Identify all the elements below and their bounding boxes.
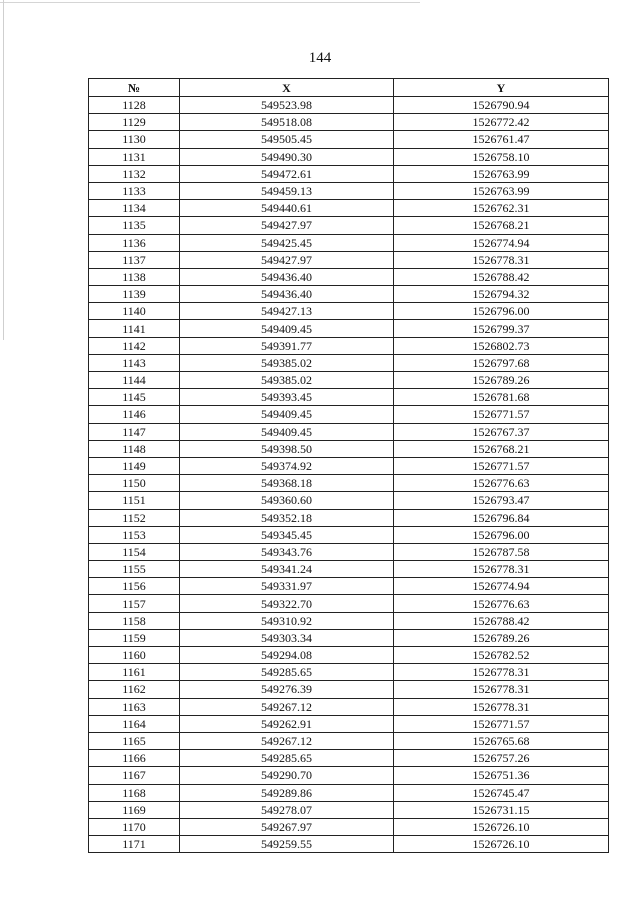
table-row [89,836,609,853]
point-number-cell: 1147 [89,423,180,440]
x-coordinate-cell: 549391.77 [180,337,394,354]
table-row [89,320,609,337]
point-number-cell: 1150 [89,475,180,492]
x-coordinate-cell: 549505.45 [180,131,394,148]
x-coordinate-cell: 549440.61 [180,200,394,217]
y-coordinate-cell: 1526758.10 [394,148,609,165]
x-coordinate-cell: 549385.02 [180,354,394,371]
point-number-cell: 1156 [89,578,180,595]
x-coordinate-cell: 549310.92 [180,612,394,629]
y-coordinate-cell: 1526778.31 [394,681,609,698]
table-row [89,612,609,629]
point-number-cell: 1151 [89,492,180,509]
table-row [89,268,609,285]
y-coordinate-cell: 1526778.31 [394,561,609,578]
x-coordinate-cell: 549398.50 [180,440,394,457]
y-coordinate-cell: 1526757.26 [394,750,609,767]
x-coordinate-cell: 549409.45 [180,406,394,423]
x-coordinate-cell: 549352.18 [180,509,394,526]
y-coordinate-cell: 1526763.99 [394,165,609,182]
y-coordinate-cell: 1526797.68 [394,354,609,371]
point-number-cell: 1167 [89,767,180,784]
y-coordinate-cell: 1526788.42 [394,612,609,629]
y-coordinate-cell: 1526763.99 [394,182,609,199]
page-number: 144 [308,50,332,66]
point-number-cell: 1158 [89,612,180,629]
x-coordinate-cell: 549436.40 [180,286,394,303]
y-coordinate-cell: 1526789.26 [394,372,609,389]
point-number-cell: 1164 [89,715,180,732]
point-number-cell: 1153 [89,526,180,543]
x-coordinate-cell: 549393.45 [180,389,394,406]
y-coordinate-cell: 1526793.47 [394,492,609,509]
y-coordinate-cell: 1526796.00 [394,303,609,320]
y-coordinate-cell: 1526787.58 [394,543,609,560]
table-row [89,251,609,268]
y-coordinate-cell: 1526768.21 [394,440,609,457]
x-coordinate-cell: 549409.45 [180,320,394,337]
x-coordinate-cell: 549331.97 [180,578,394,595]
x-coordinate-cell: 549341.24 [180,561,394,578]
y-coordinate-cell: 1526726.10 [394,836,609,853]
point-number-cell: 1144 [89,372,180,389]
table-row [89,526,609,543]
point-number-cell: 1128 [89,97,180,114]
table-row [89,595,609,612]
point-number-cell: 1136 [89,234,180,251]
x-coordinate-cell: 549303.34 [180,629,394,646]
table-row [89,423,609,440]
header-x: X [180,79,394,97]
x-coordinate-cell: 549294.08 [180,647,394,664]
x-coordinate-cell: 549385.02 [180,372,394,389]
x-coordinate-cell: 549289.86 [180,784,394,801]
x-coordinate-cell: 549425.45 [180,234,394,251]
x-coordinate-cell: 549262.91 [180,715,394,732]
table-row [89,97,609,114]
x-coordinate-cell: 549427.97 [180,217,394,234]
table-row [89,234,609,251]
table-row [89,767,609,784]
y-coordinate-cell: 1526771.57 [394,715,609,732]
y-coordinate-cell: 1526751.36 [394,767,609,784]
y-coordinate-cell: 1526788.42 [394,268,609,285]
point-number-cell: 1155 [89,561,180,578]
table-row [89,543,609,560]
x-coordinate-cell: 549427.97 [180,251,394,268]
point-number-cell: 1162 [89,681,180,698]
table-row [89,681,609,698]
point-number-cell: 1154 [89,543,180,560]
table-row [89,131,609,148]
x-coordinate-cell: 549459.13 [180,182,394,199]
table-row [89,784,609,801]
table-row [89,389,609,406]
y-coordinate-cell: 1526745.47 [394,784,609,801]
x-coordinate-cell: 549285.65 [180,750,394,767]
x-coordinate-cell: 549278.07 [180,801,394,818]
table-row [89,457,609,474]
table-row [89,732,609,749]
x-coordinate-cell: 549322.70 [180,595,394,612]
table-body [89,97,609,853]
point-number-cell: 1145 [89,389,180,406]
x-coordinate-cell: 549374.92 [180,457,394,474]
y-coordinate-cell: 1526726.10 [394,818,609,835]
point-number-cell: 1129 [89,114,180,131]
x-coordinate-cell: 549290.70 [180,767,394,784]
table-row [89,509,609,526]
x-coordinate-cell: 549267.97 [180,818,394,835]
coordinates-table [88,78,609,853]
point-number-cell: 1134 [89,200,180,217]
table-row [89,818,609,835]
table-row [89,406,609,423]
table-row [89,715,609,732]
x-coordinate-cell: 549343.76 [180,543,394,560]
x-coordinate-cell: 549368.18 [180,475,394,492]
x-coordinate-cell: 549409.45 [180,423,394,440]
table-row [89,475,609,492]
point-number-cell: 1160 [89,647,180,664]
point-number-cell: 1148 [89,440,180,457]
table-row [89,165,609,182]
y-coordinate-cell: 1526762.31 [394,200,609,217]
y-coordinate-cell: 1526794.32 [394,286,609,303]
y-coordinate-cell: 1526796.84 [394,509,609,526]
point-number-cell: 1149 [89,457,180,474]
point-number-cell: 1157 [89,595,180,612]
table-row [89,337,609,354]
x-coordinate-cell: 549472.61 [180,165,394,182]
x-coordinate-cell: 549285.65 [180,664,394,681]
point-number-cell: 1142 [89,337,180,354]
point-number-cell: 1131 [89,148,180,165]
table-row [89,801,609,818]
y-coordinate-cell: 1526778.31 [394,664,609,681]
point-number-cell: 1130 [89,131,180,148]
table-row [89,561,609,578]
point-number-cell: 1146 [89,406,180,423]
y-coordinate-cell: 1526789.26 [394,629,609,646]
table-row [89,647,609,664]
y-coordinate-cell: 1526776.63 [394,595,609,612]
header-number: № [89,79,180,97]
point-number-cell: 1133 [89,182,180,199]
point-number-cell: 1171 [89,836,180,853]
scan-top-edge [0,2,420,3]
table-row [89,750,609,767]
y-coordinate-cell: 1526768.21 [394,217,609,234]
table-row [89,578,609,595]
x-coordinate-cell: 549360.60 [180,492,394,509]
y-coordinate-cell: 1526796.00 [394,526,609,543]
point-number-cell: 1152 [89,509,180,526]
table-row [89,182,609,199]
y-coordinate-cell: 1526774.94 [394,234,609,251]
y-coordinate-cell: 1526765.68 [394,732,609,749]
y-coordinate-cell: 1526799.37 [394,320,609,337]
table-row [89,303,609,320]
x-coordinate-cell: 549427.13 [180,303,394,320]
y-coordinate-cell: 1526781.68 [394,389,609,406]
table-row [89,629,609,646]
point-number-cell: 1170 [89,818,180,835]
y-coordinate-cell: 1526761.47 [394,131,609,148]
point-number-cell: 1143 [89,354,180,371]
y-coordinate-cell: 1526731.15 [394,801,609,818]
point-number-cell: 1135 [89,217,180,234]
header-y: Y [394,79,609,97]
y-coordinate-cell: 1526802.73 [394,337,609,354]
y-coordinate-cell: 1526776.63 [394,475,609,492]
table-row [89,200,609,217]
point-number-cell: 1141 [89,320,180,337]
point-number-cell: 1169 [89,801,180,818]
x-coordinate-cell: 549267.12 [180,732,394,749]
x-coordinate-cell: 549345.45 [180,526,394,543]
point-number-cell: 1137 [89,251,180,268]
point-number-cell: 1159 [89,629,180,646]
y-coordinate-cell: 1526790.94 [394,97,609,114]
point-number-cell: 1139 [89,286,180,303]
table-row [89,286,609,303]
table-row [89,492,609,509]
y-coordinate-cell: 1526774.94 [394,578,609,595]
y-coordinate-cell: 1526778.31 [394,698,609,715]
table-row [89,114,609,131]
point-number-cell: 1132 [89,165,180,182]
table-row [89,354,609,371]
y-coordinate-cell: 1526771.57 [394,457,609,474]
x-coordinate-cell: 549518.08 [180,114,394,131]
y-coordinate-cell: 1526782.52 [394,647,609,664]
point-number-cell: 1161 [89,664,180,681]
x-coordinate-cell: 549267.12 [180,698,394,715]
table-row [89,217,609,234]
x-coordinate-cell: 549259.55 [180,836,394,853]
point-number-cell: 1163 [89,698,180,715]
table-row [89,440,609,457]
table-row [89,664,609,681]
point-number-cell: 1168 [89,784,180,801]
x-coordinate-cell: 549490.30 [180,148,394,165]
table-row [89,148,609,165]
x-coordinate-cell: 549276.39 [180,681,394,698]
table-header-row [89,79,609,97]
point-number-cell: 1140 [89,303,180,320]
y-coordinate-cell: 1526767.37 [394,423,609,440]
table-row [89,698,609,715]
x-coordinate-cell: 549436.40 [180,268,394,285]
y-coordinate-cell: 1526772.42 [394,114,609,131]
y-coordinate-cell: 1526778.31 [394,251,609,268]
point-number-cell: 1165 [89,732,180,749]
x-coordinate-cell: 549523.98 [180,97,394,114]
table-row [89,372,609,389]
point-number-cell: 1166 [89,750,180,767]
y-coordinate-cell: 1526771.57 [394,406,609,423]
point-number-cell: 1138 [89,268,180,285]
